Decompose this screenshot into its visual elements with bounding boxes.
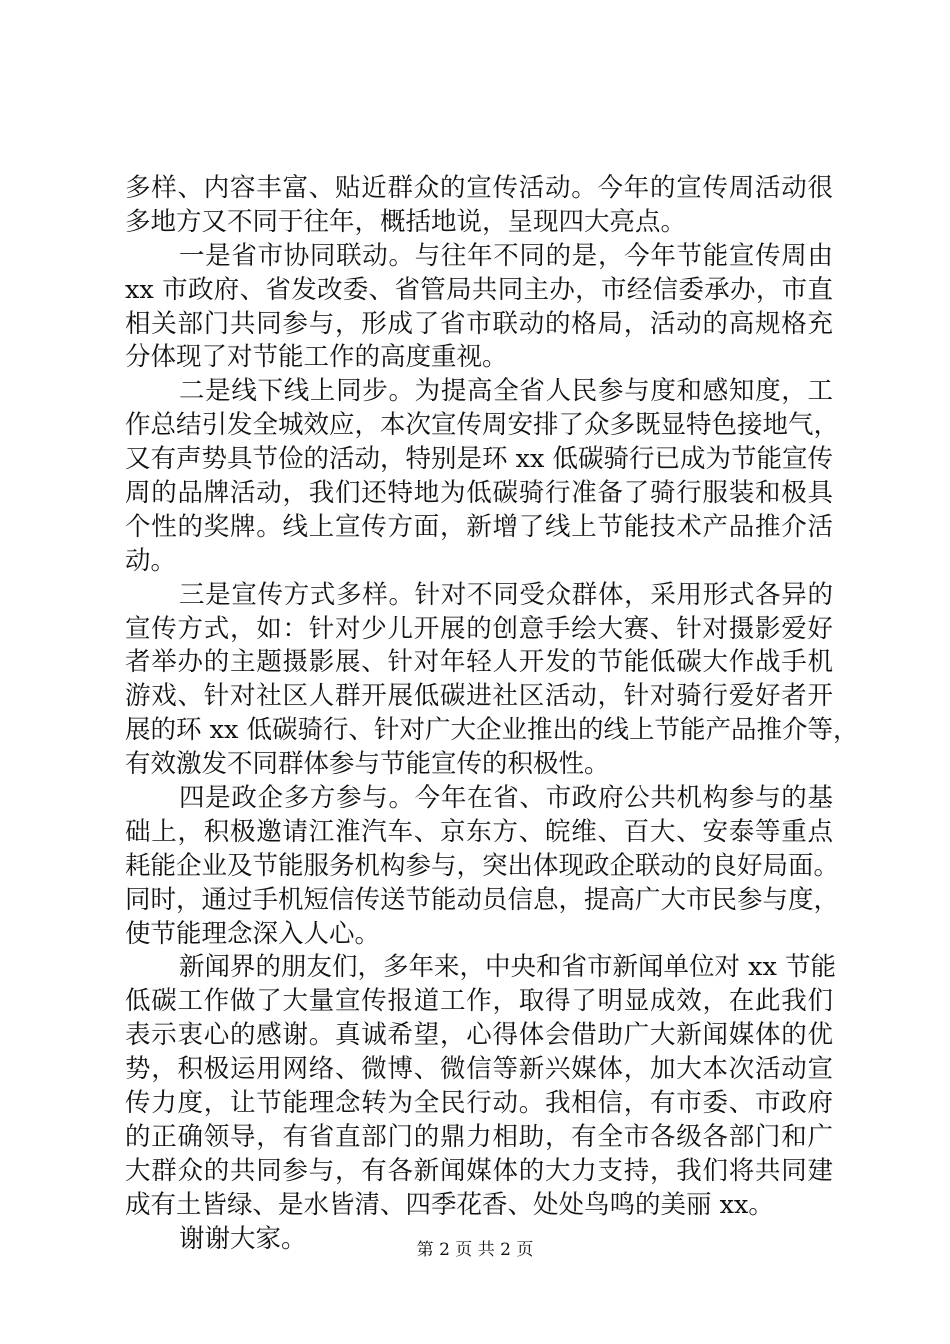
paragraph — [125, 172, 833, 240]
text-line: xx 市政府、省发改委、省管局共同主办，市经信委承办，市直 — [125, 274, 833, 305]
paragraph — [125, 240, 833, 376]
text-line: 成有土皆绿、是水皆清、四季花香、处处鸟鸣的美丽 xx。 — [125, 1189, 774, 1220]
page-number-footer: 第 2 页 共 2 页 — [416, 1240, 534, 1260]
paragraph — [125, 782, 840, 951]
text-line: 新闻界的朋友们，多年来，中央和省市新闻单位对 xx 节能 — [179, 952, 836, 983]
text-line: 又有声势具节俭的活动，特别是环 xx 低碳骑行已成为节能宣传 — [125, 444, 833, 475]
text-line: 同时，通过手机短信传送节能动员信息，提高广大市民参与度， — [125, 884, 840, 915]
text-line: 础上，积极邀请江淮汽车、京东方、皖维、百大、安泰等重点 — [125, 816, 833, 847]
paragraph — [125, 579, 859, 782]
text-line: 周的品牌活动，我们还特地为低碳骑行准备了骑行服装和极具 — [125, 478, 833, 509]
text-line: 分体现了对节能工作的高度重视。 — [125, 342, 508, 373]
text-line: 多地方又不同于往年，概括地说，呈现四大亮点。 — [125, 206, 687, 237]
text-line: 使节能理念深入人心。 — [125, 918, 381, 949]
text-line: 相关部门共同参与，形成了省市联动的格局，活动的高规格充 — [125, 308, 833, 339]
text-line: 多样、内容丰富、贴近群众的宣传活动。今年的宣传周活动很 — [125, 173, 833, 203]
text-line: 个性的奖牌。线上宣传方面，新增了线上节能技术产品推介活 — [125, 511, 833, 542]
text-line: 的正确领导，有省直部门的鼎力相助，有全市各级各部门和广 — [125, 1121, 833, 1152]
text-line: 表示衷心的感谢。真诚希望，心得体会借助广大新闻媒体的优 — [125, 1020, 833, 1051]
text-line: 游戏、针对社区人群开展低碳进社区活动，针对骑行爱好者开 — [125, 681, 833, 712]
text-line: 动。 — [125, 545, 177, 576]
text-line: 宣传方式，如：针对少儿开展的创意手绘大赛、针对摄影爱好 — [125, 613, 833, 644]
paragraph — [125, 375, 840, 578]
text-line: 谢谢大家。 — [179, 1223, 307, 1254]
text-line: 四是政企多方参与。今年在省、市政府公共机构参与的基 — [179, 783, 833, 814]
text-line: 势，积极运用网络、微博、微信等新兴媒体，加大本次活动宣 — [125, 1054, 833, 1085]
text-line: 一是省市协同联动。与往年不同的是，今年节能宣传周由 — [179, 240, 833, 271]
text-line: 低碳工作做了大量宣传报道工作，取得了明显成效，在此我们 — [125, 986, 833, 1017]
text-line: 展的环 xx 低碳骑行、针对广大企业推出的线上节能产品推介等， — [125, 715, 859, 746]
document-body — [125, 172, 859, 1257]
text-line: 者举办的主题摄影展、针对年轻人开发的节能低碳大作战手机 — [125, 647, 833, 678]
text-line: 三是宣传方式多样。针对不同受众群体，采用形式各异的 — [179, 579, 833, 610]
text-line: 有效激发不同群体参与节能宣传的积极性。 — [125, 749, 610, 780]
text-line: 传力度，让节能理念转为全民行动。我相信，有市委、市政府 — [125, 1088, 833, 1119]
text-line: 耗能企业及节能服务机构参与，突出体现政企联动的良好局面。 — [125, 850, 840, 881]
text-line: 大群众的共同参与，有各新闻媒体的大力支持，我们将共同建 — [125, 1155, 833, 1186]
text-line: 作总结引发全城效应，本次宣传周安排了众多既显特色接地气， — [125, 410, 840, 441]
text-line: 二是线下线上同步。为提高全省人民参与度和感知度，工 — [179, 376, 833, 407]
paragraph — [125, 951, 836, 1222]
